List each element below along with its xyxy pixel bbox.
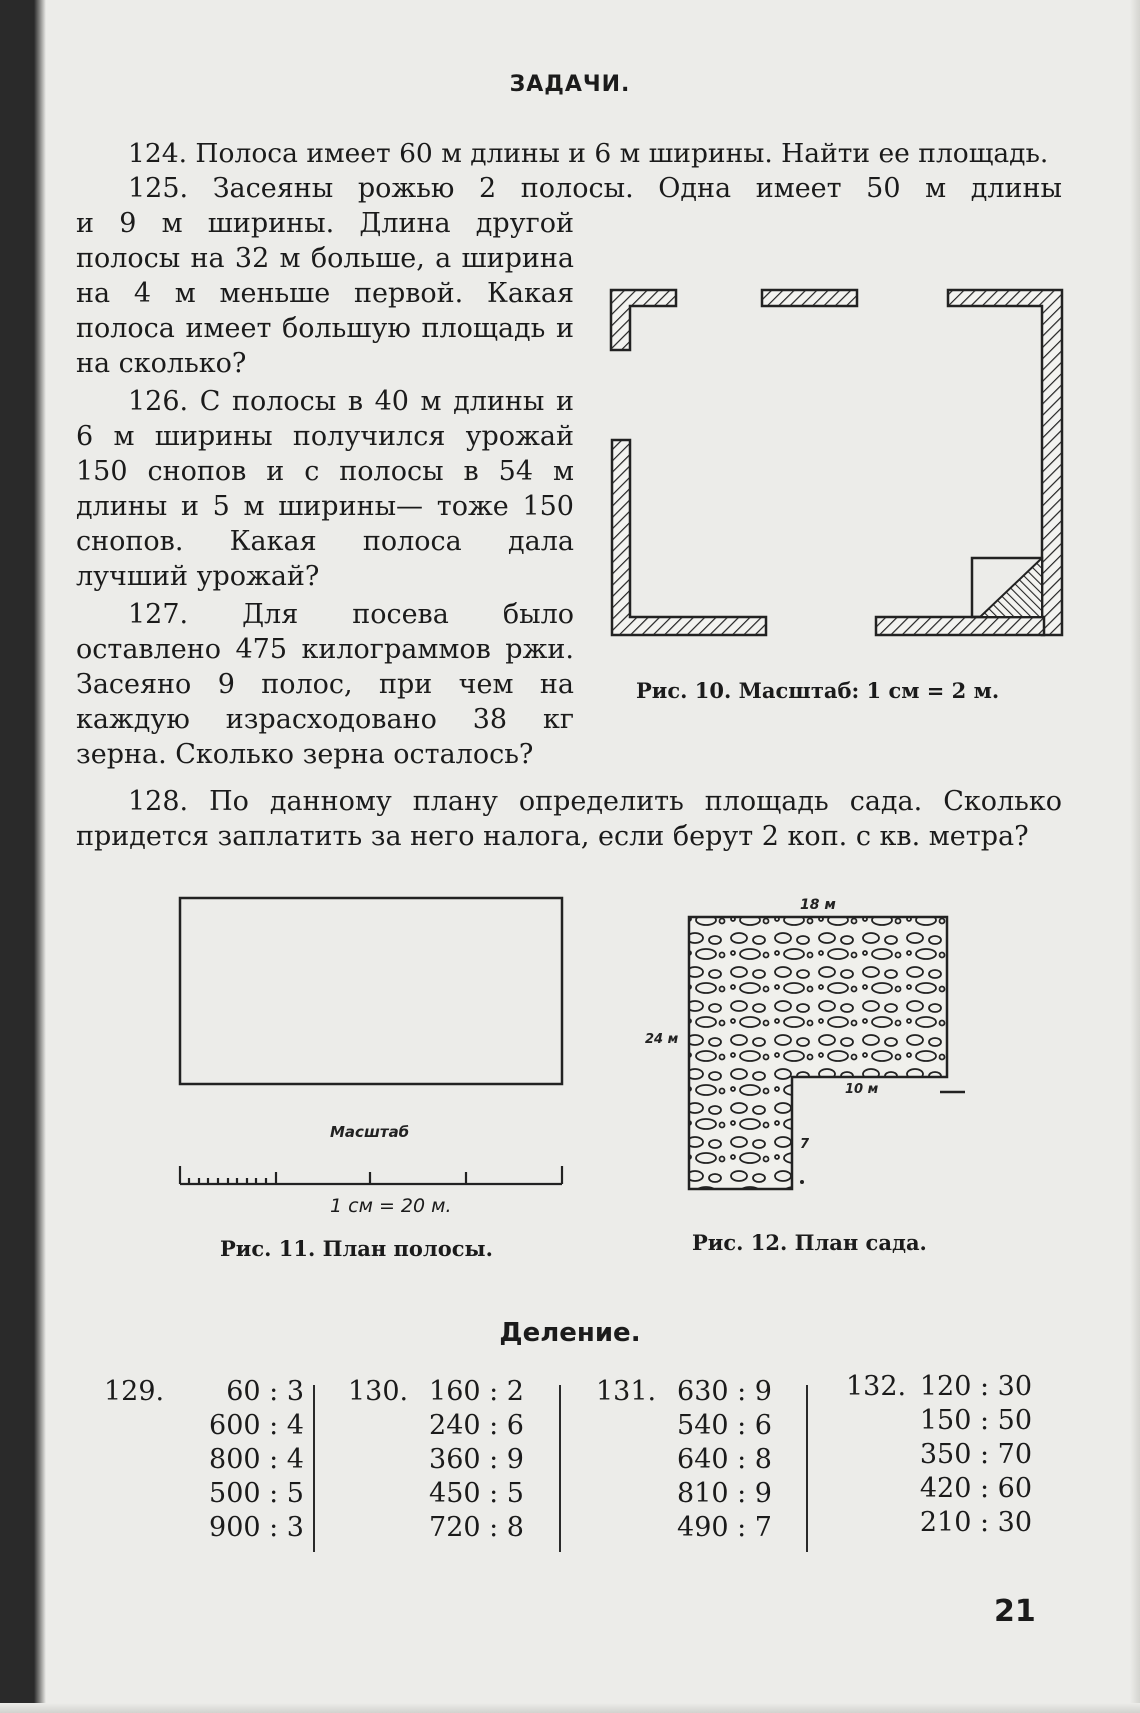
exercise: 810 : 9 [677, 1478, 772, 1509]
exercise: 210 : 30 [919, 1507, 1032, 1538]
exercise: 600 : 4 [209, 1410, 304, 1441]
problem-128-line2: придется заплатить за него налога, если берут 2 коп. с кв. метра? [76, 821, 1029, 852]
fig11-scale-value: 1 см = 20 м. [330, 1195, 452, 1217]
book-spine-shadow [0, 0, 46, 1713]
exercise: 490 : 7 [677, 1512, 772, 1543]
fig12-top-label: 18 м [800, 897, 836, 913]
exercise: 640 : 8 [677, 1444, 772, 1475]
exercise: 720 : 8 [429, 1512, 524, 1543]
problem-127: 127. Для посева было оставлено 475 килограммов ржи. Засеяно 9 полос, при чем на каждую израсходовано 38 кг зерна. Сколько зерна осталось? [76, 599, 574, 770]
page-heading: ЗАДАЧИ. [509, 72, 631, 97]
exercise: 500 : 5 [209, 1478, 304, 1509]
fig12-caption: Рис. 12. План сада. [692, 1230, 927, 1255]
problem-125-rest: и 9 м ширины. Длина другой полосы на 32 м больше, а ширина на 4 м меньше первой. Какая полоса имеет большую площадь и на сколько? [76, 208, 574, 379]
exercise: 360 : 9 [429, 1444, 524, 1475]
exercise: 240 : 6 [429, 1410, 524, 1441]
exercise: 350 : 70 [919, 1439, 1032, 1470]
group-number: 132. [846, 1371, 907, 1402]
exercise: 120 : 30 [919, 1371, 1032, 1402]
problem-125-first-line: 125. Засеяны рожью 2 полосы. Одна имеет 50 м длины [128, 173, 1062, 204]
division-heading: Деление. [499, 1318, 641, 1348]
page-edge-right [1130, 0, 1140, 1713]
fig12-side-label: 7 [800, 1137, 810, 1152]
exercise: 900 : 3 [209, 1512, 304, 1543]
column-divider [313, 1385, 315, 1552]
exercise: 60 : 3 [226, 1376, 304, 1407]
fig11-scale-label: Масштаб [330, 1123, 410, 1141]
group-number: 129. [104, 1376, 165, 1407]
page-edge-bottom [0, 1703, 1140, 1713]
exercise: 630 : 9 [677, 1376, 772, 1407]
fig12-left-label: 24 м [645, 1032, 679, 1047]
page-number: 21 [994, 1594, 1036, 1629]
problem-124: 124. Полоса имеет 60 м длины и 6 м ширины. Найти ее площадь. [128, 138, 1049, 169]
problem-126: 126. С полосы в 40 м длины и 6 м ширины получился урожай 150 снопов и с полосы в 54 м длины и 5 м ширины— тоже 150 снопов. Какая полоса дала лучший урожай? [76, 386, 574, 592]
fig11-caption: Рис. 11. План полосы. [220, 1236, 493, 1261]
exercise: 420 : 60 [919, 1473, 1032, 1504]
fig11-field-plan [170, 890, 570, 1210]
exercise: 540 : 6 [677, 1410, 772, 1441]
field-rectangle [180, 898, 562, 1084]
exercise: 800 : 4 [209, 1444, 304, 1475]
garden-outline [689, 917, 947, 1189]
exercise: 150 : 50 [919, 1405, 1032, 1436]
exercise: 450 : 5 [429, 1478, 524, 1509]
group-number: 131. [596, 1376, 657, 1407]
problem-128-line1: 128. По данному плану определить площадь сада. Сколько [128, 786, 1062, 817]
column-divider [806, 1385, 808, 1552]
fig10-room-plan [600, 280, 1070, 650]
fig12-garden-plan [640, 895, 970, 1195]
scale-bar [180, 1166, 562, 1184]
fig10-caption: Рис. 10. Масштаб: 1 см = 2 м. [636, 678, 1000, 703]
exercise: 160 : 2 [429, 1376, 524, 1407]
fig12-inner-label: 10 м [845, 1082, 879, 1097]
column-divider [559, 1385, 561, 1552]
group-number: 130. [348, 1376, 409, 1407]
